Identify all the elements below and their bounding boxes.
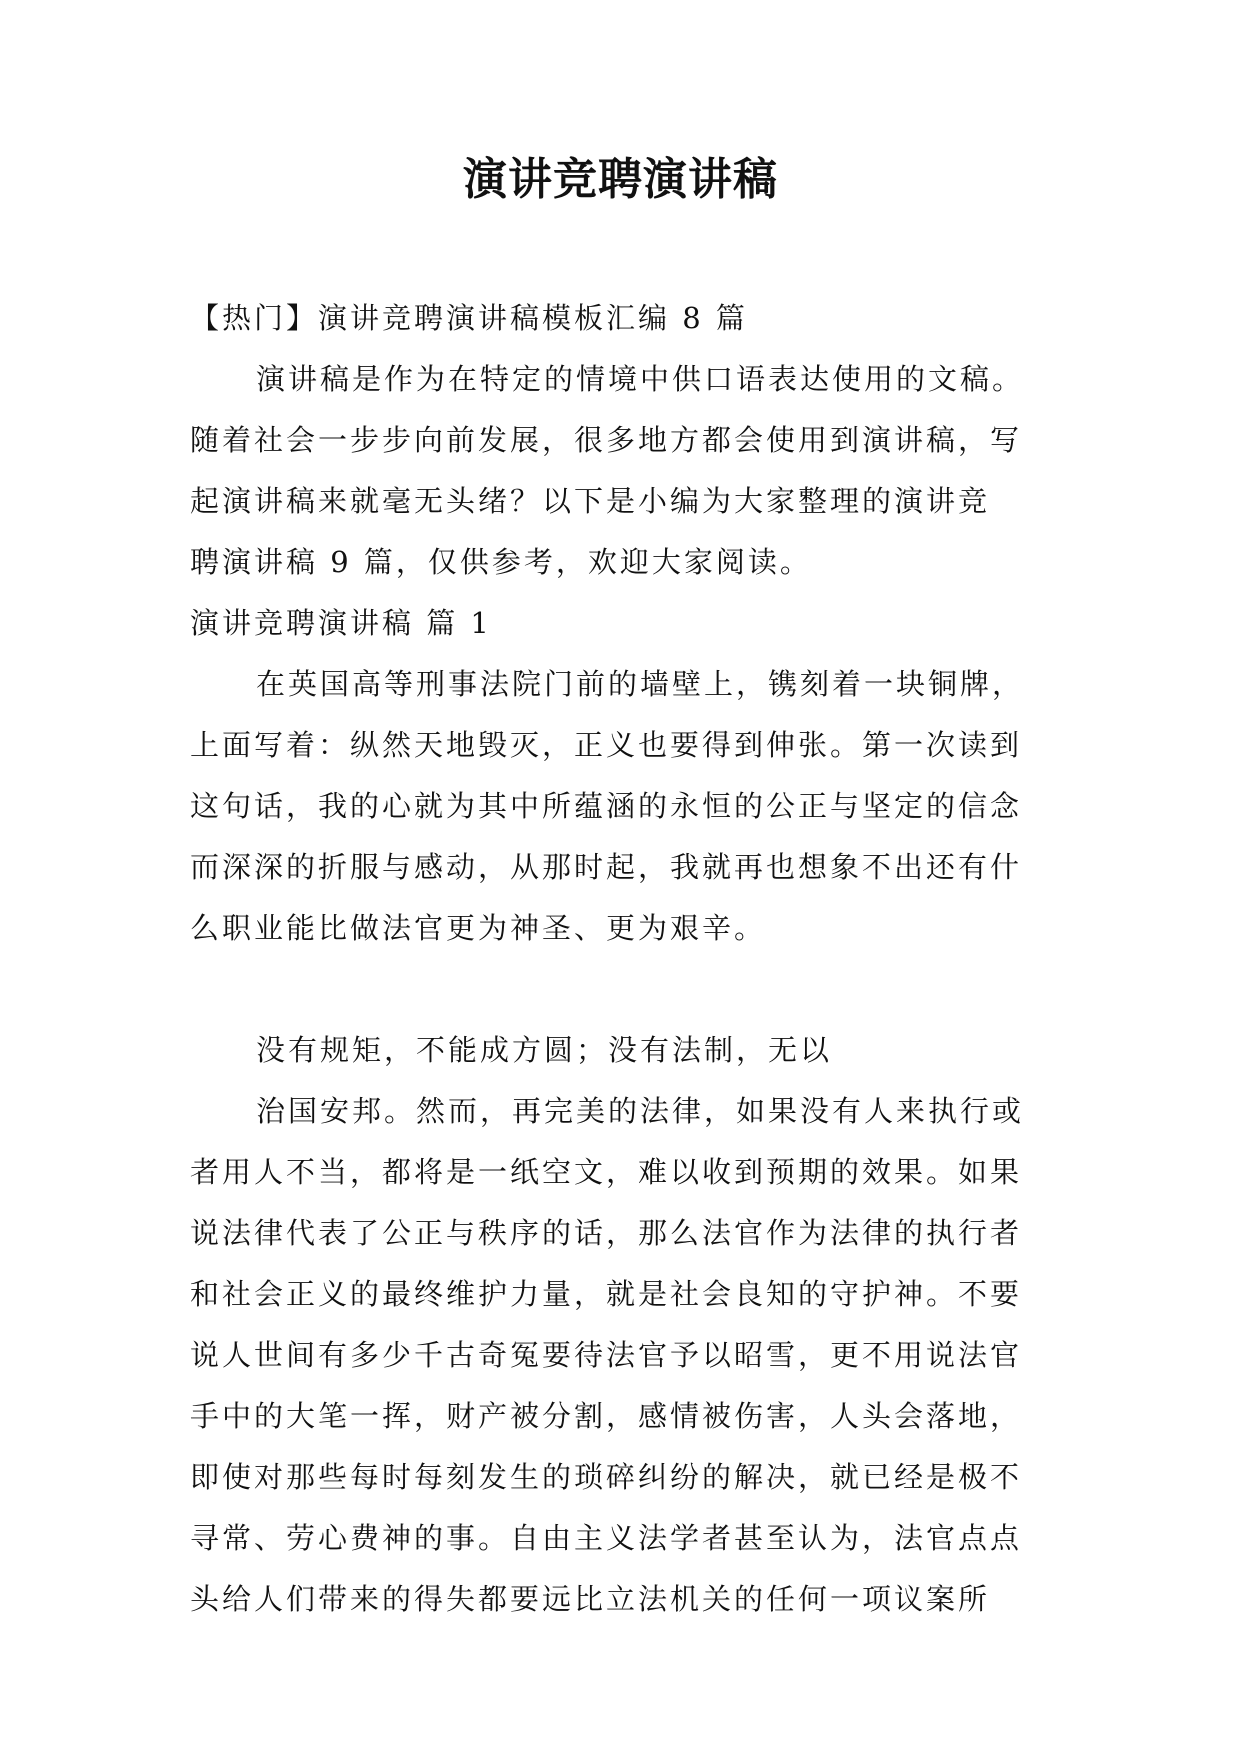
document-body <box>190 288 1072 1630</box>
text-line: 聘演讲稿 9 篇，仅供参考，欢迎大家阅读。 <box>190 545 812 579</box>
paragraph-gap <box>190 959 1072 1020</box>
text-line: 随着社会一步步向前发展，很多地方都会使用到演讲稿，写 <box>190 423 1023 457</box>
text-line: 者用人不当，都将是一纸空文，难以收到预期的效果。如果 <box>190 1155 1023 1189</box>
text-line: 演讲稿是作为在特定的情境中供口语表达使用的文稿。 <box>256 362 1025 396</box>
text-line: 上面写着：纵然天地毁灭，正义也要得到伸张。第一次读到 <box>190 728 1023 762</box>
text-line: 这句话，我的心就为其中所蕴涵的永恒的公正与坚定的信念 <box>190 789 1023 823</box>
text-line: 没有规矩，不能成方圆；没有法制，无以 <box>256 1033 833 1067</box>
text-line: 【热门】演讲竞聘演讲稿模板汇编 8 篇 <box>190 301 748 335</box>
document-title: 演讲竞聘演讲稿 <box>463 154 778 205</box>
text-line: 么职业能比做法官更为神圣、更为艰辛。 <box>190 911 767 945</box>
text-line: 即使对那些每时每刻发生的琐碎纠纷的解决，就已经是极不 <box>190 1460 1023 1494</box>
text-line: 演讲竞聘演讲稿 篇 1 <box>190 606 492 640</box>
text-line: 头给人们带来的得失都要远比立法机关的任何一项议案所 <box>190 1582 991 1616</box>
text-line: 说人世间有多少千古奇冤要待法官予以昭雪，更不用说法官 <box>190 1338 1023 1372</box>
text-line: 和社会正义的最终维护力量，就是社会良知的守护神。不要 <box>190 1277 1023 1311</box>
text-line: 起演讲稿来就毫无头绪？以下是小编为大家整理的演讲竞 <box>190 484 991 518</box>
text-line: 在英国高等刑事法院门前的墙壁上，镌刻着一块铜牌， <box>256 667 1025 701</box>
text-line: 治国安邦。然而，再完美的法律，如果没有人来执行或 <box>256 1094 1025 1128</box>
text-line: 说法律代表了公正与秩序的话，那么法官作为法律的执行者 <box>190 1216 1023 1250</box>
text-line: 而深深的折服与感动，从那时起，我就再也想象不出还有什 <box>190 850 1023 884</box>
text-line: 手中的大笔一挥，财产被分割，感情被伤害，人头会落地， <box>190 1399 1023 1433</box>
text-line: 寻常、劳心费神的事。自由主义法学者甚至认为，法官点点 <box>190 1521 1023 1555</box>
